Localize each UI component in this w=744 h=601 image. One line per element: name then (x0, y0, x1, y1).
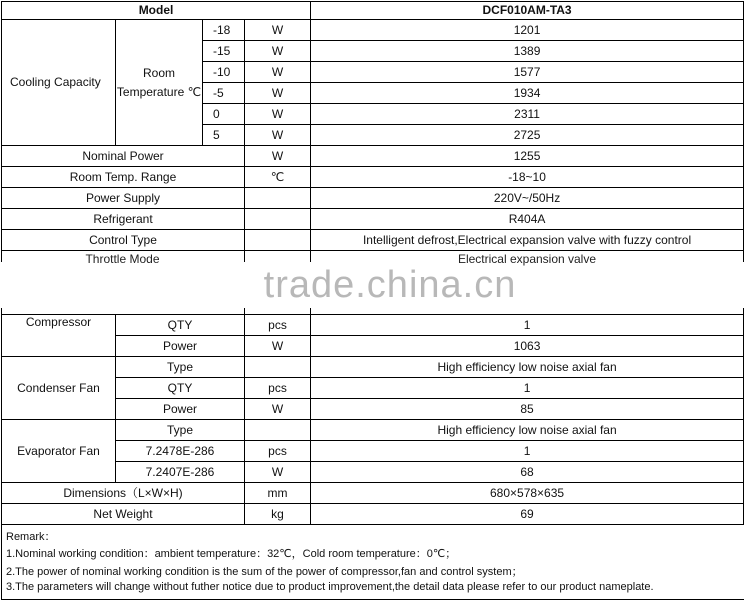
compressor-label: Compressor (2, 315, 116, 357)
value-cell: 1201 (311, 20, 744, 41)
unit-cell: pcs (245, 315, 311, 336)
row-label: QTY (116, 378, 245, 399)
evaporator-fan-label: Evaporator Fan (2, 420, 116, 483)
table-row (2, 504, 744, 525)
value-cell: 85 (311, 399, 744, 420)
value-cell: 1577 (311, 62, 744, 83)
unit-cell: W (245, 41, 311, 62)
remark-line: 1.Nominal working condition：ambient temperature：32℃，Cold room temperature：0℃； (6, 548, 457, 560)
value-cell: 1255 (311, 146, 744, 167)
value-cell: -18~10 (311, 167, 744, 188)
remarks-box (1, 525, 744, 600)
temp-cell: -18 (203, 20, 245, 41)
temp-cell: -5 (203, 83, 245, 104)
unit-cell (245, 357, 311, 378)
room-temperature-label: Room Temperature ℃ (116, 20, 203, 146)
control-type-label: Control Type (2, 230, 245, 251)
temp-cell: -15 (203, 41, 245, 62)
unit-cell: pcs (245, 441, 311, 462)
remarks-title: Remark： (6, 531, 56, 543)
row-label: 7.2478E-286 (116, 441, 245, 462)
row-label: 7.2407E-286 (116, 462, 245, 483)
table-row (2, 209, 744, 230)
row-label: QTY (116, 315, 245, 336)
throttle-mode-label-text: Throttle Mode (85, 252, 160, 266)
unit-cell (245, 230, 311, 251)
row-label: Type (116, 420, 245, 441)
value-cell: 680×578×635 (311, 483, 744, 504)
unit-cell: kg (245, 504, 311, 525)
table-row (2, 420, 744, 441)
table-row (2, 167, 744, 188)
value-cell: 2725 (311, 125, 744, 146)
watermark-text: trade.china.cn (263, 264, 517, 306)
value-cell: High efficiency low noise axial fan (311, 357, 744, 378)
unit-cell: W (245, 146, 311, 167)
temp-cell: 5 (203, 125, 245, 146)
row-label: Power (116, 336, 245, 357)
unit-cell: W (245, 125, 311, 146)
value-cell: 1 (311, 315, 744, 336)
unit-cell (245, 420, 311, 441)
table-row (2, 230, 744, 251)
value-cell: 1063 (311, 336, 744, 357)
unit-cell (245, 209, 311, 230)
table-row (2, 315, 744, 336)
value-cell: 2311 (311, 104, 744, 125)
value-cell: 1 (311, 441, 744, 462)
value-cell: Intelligent defrost,Electrical expansion valve with fuzzy control (311, 230, 744, 251)
model-value: DCF010AM-TA3 (311, 2, 744, 20)
table-row (2, 357, 744, 378)
unit-cell: W (245, 462, 311, 483)
unit-cell: W (245, 83, 311, 104)
unit-cell: W (245, 62, 311, 83)
unit-cell: W (245, 104, 311, 125)
nominal-power-label: Nominal Power (2, 146, 245, 167)
unit-cell (245, 188, 311, 209)
value-cell: 1 (311, 378, 744, 399)
table-row (2, 20, 744, 41)
cooling-capacity-label: Cooling Capacity (2, 20, 116, 146)
table-row (2, 188, 744, 209)
row-label: Type (116, 357, 245, 378)
model-label: Model (2, 2, 311, 20)
remark-line: 2.The power of nominal working condition is the sum of the power of compressor,fan and control system； (6, 566, 523, 578)
unit-cell: W (245, 336, 311, 357)
temp-cell: 0 (203, 104, 245, 125)
value-cell: 1389 (311, 41, 744, 62)
table-row (2, 146, 744, 167)
value-cell: 68 (311, 462, 744, 483)
unit-cell: W (245, 20, 311, 41)
unit-cell: pcs (245, 378, 311, 399)
table-row (2, 483, 744, 504)
unit-cell: W (245, 399, 311, 420)
value-cell: 220V~/50Hz (311, 188, 744, 209)
dimensions-label: Dimensions（L×W×H) (2, 483, 245, 504)
room-temp-range-label: Room Temp. Range (2, 167, 245, 188)
value-cell: 1934 (311, 83, 744, 104)
unit-cell: ℃ (245, 167, 311, 188)
condenser-fan-label: Condenser Fan (2, 357, 116, 420)
remark-line: 3.The parameters will change without futher notice due to product improvement,the detail data please refer to our product nameplate. (6, 581, 654, 593)
header-row (2, 2, 744, 20)
throttle-mode-value-text: Electrical expansion valve (457, 252, 597, 266)
temp-cell: -10 (203, 62, 245, 83)
value-cell: 69 (311, 504, 744, 525)
refrigerant-label: Refrigerant (2, 209, 245, 230)
row-label: Power (116, 399, 245, 420)
value-cell: High efficiency low noise axial fan (311, 420, 744, 441)
unit-cell: mm (245, 483, 311, 504)
power-supply-label: Power Supply (2, 188, 245, 209)
net-weight-label: Net Weight (2, 504, 245, 525)
value-cell: R404A (311, 209, 744, 230)
